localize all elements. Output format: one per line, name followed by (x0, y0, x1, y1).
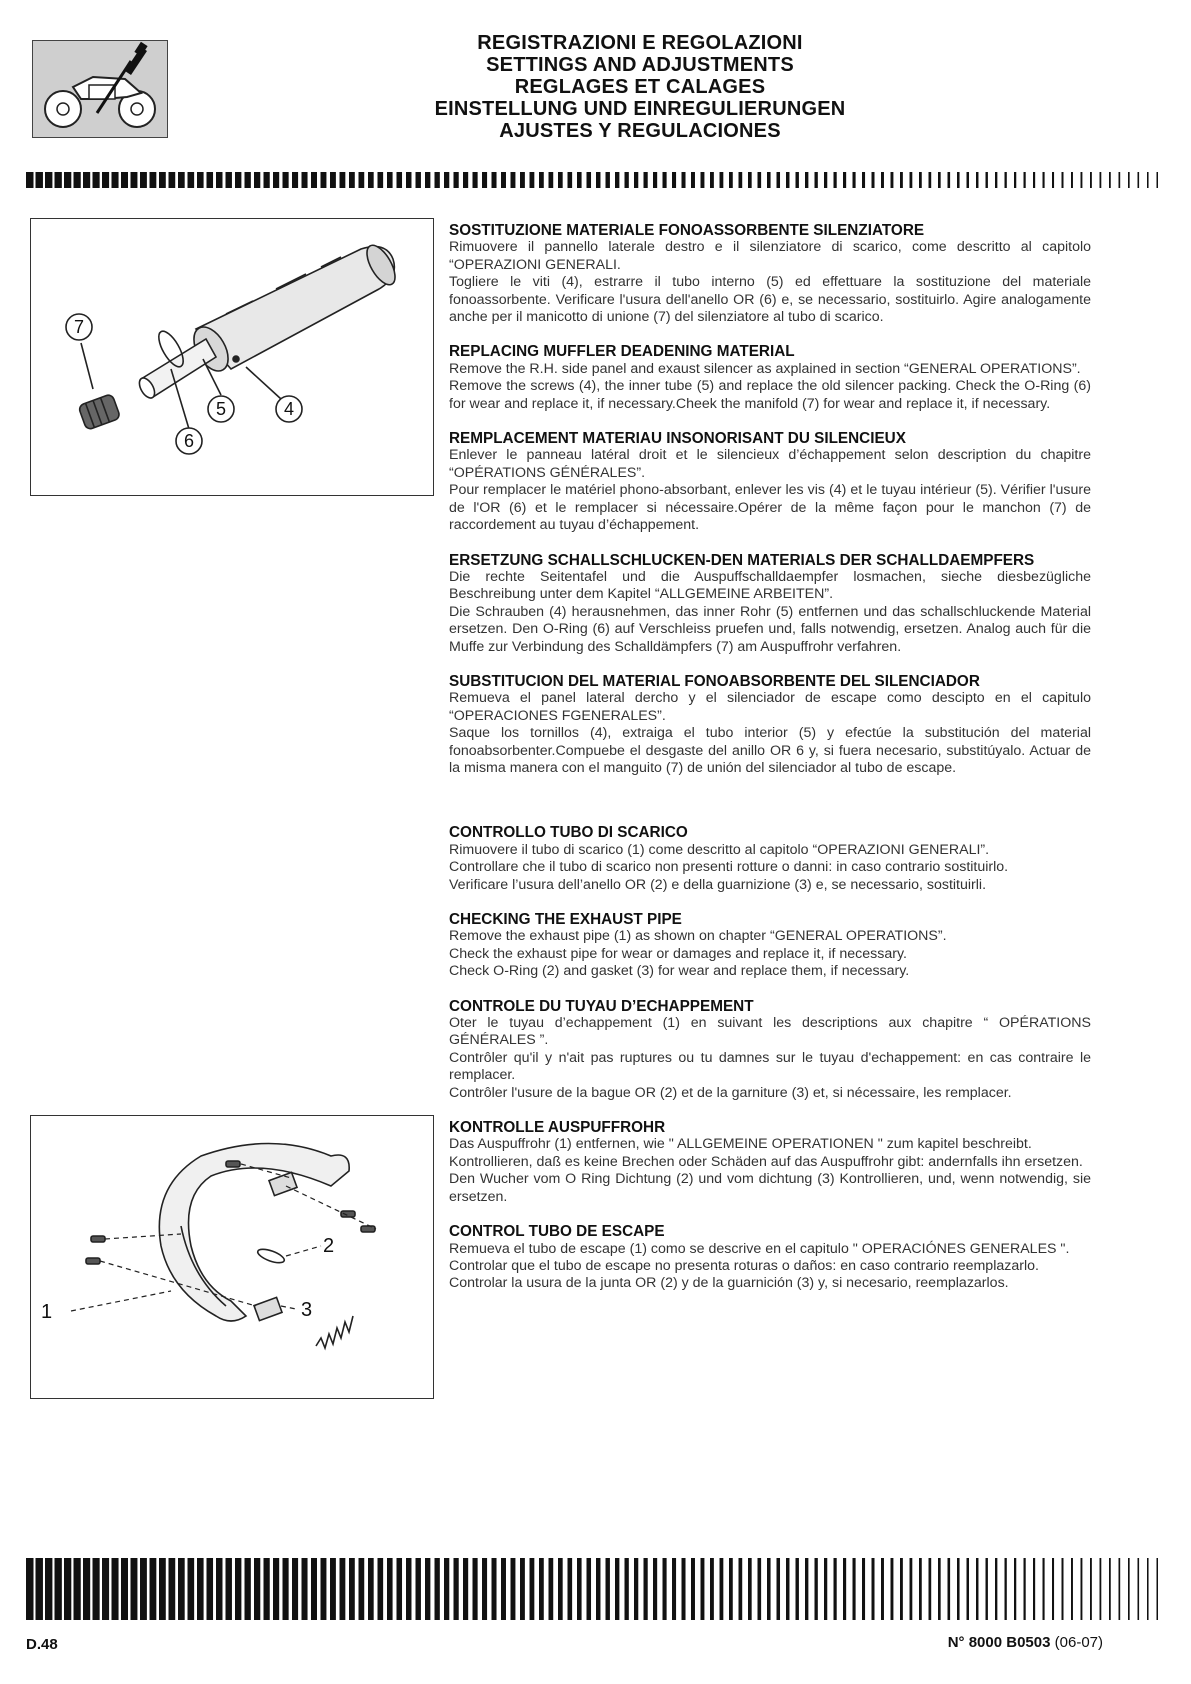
paragraph: Enlever le panneau latéral droit et le silencieux d’échappement selon description du chapitre “OPÉRATIONS GÉNÉRALES”. (449, 447, 1091, 481)
section-title: ERSETZUNG SCHALLSCHLUCKEN-DEN MATERIALS DER SCHALLDAEMPFERS (449, 551, 1035, 569)
document-number (948, 1634, 1103, 1651)
header-title-fr: REGLAGES ET CALAGES (514, 76, 766, 98)
paragraph: Saque los tornillos (4), extraiga el tubo interior (5) y efectúe la substitución del material fonoabsorbenter.Compuebe el desgaste del anillo OR 6 y, si fuera necesario, substitúyalo. Actuar de la misma manera con el manguito (7) de unión del silenciador al tubo de escape. (449, 725, 1091, 776)
paragraph: Check the exhaust pipe for wear or damages and replace it, if necessary. (449, 945, 907, 962)
page-number: D.48 (26, 1636, 58, 1653)
paragraph: Remove the exhaust pipe (1) as shown on chapter “GENERAL OPERATIONS”. (449, 928, 947, 945)
header-title-en: SETTINGS AND ADJUSTMENTS (486, 54, 794, 76)
paragraph: Controlar la usura de la junta OR (2) y de la guarnición (3) y, si necesario, reemplazarlos. (449, 1275, 1009, 1292)
paragraph: Rimuovere il tubo di scarico (1) come descritto al capitolo “OPERAZIONI GENERALI”. (449, 841, 990, 858)
section-it-muffler (449, 222, 1091, 326)
section-title: KONTROLLE AUSPUFFROHR (449, 1119, 666, 1137)
section-fr-muffler (449, 430, 1091, 534)
section-title: REPLACING MUFFLER DEADENING MATERIAL (449, 343, 795, 361)
paragraph: Controlar que el tubo de escape no presenta roturas o daños: en caso contrario reemplazarlo. (449, 1257, 1039, 1274)
fig1-label-5: 5 (215, 399, 227, 419)
header-title-de: EINSTELLUNG UND EINREGULIERUNGEN (434, 98, 846, 120)
section-title: CONTROLE DU TUYAU D’ECHAPPEMENT (449, 997, 754, 1015)
section-en-muffler (449, 343, 1091, 413)
paragraph: Remove the screws (4), the inner tube (5) and replace the old silencer packing. Check the O-Ring (6) for wear and replace it, if necessary.Cheek the manifold (7) for wear and replace it, if necessary. (449, 378, 1091, 412)
section-title: CHECKING THE EXHAUST PIPE (449, 911, 682, 928)
section-it-exhaust (449, 824, 1091, 894)
paragraph: Contrôler qu'il y n'ait pas ruptures ou tu damnes sur le tuyau d'echappement: en cas contraire le remplacer. (449, 1049, 1091, 1084)
exhaust-pipe-figure (30, 1115, 434, 1399)
section-es-muffler (449, 673, 1091, 777)
section-es-exhaust (449, 1223, 1091, 1293)
paragraph: Remueva el tubo de escape (1) como se descrive en el capitulo " OPERACIÓNES GENERALES ". (449, 1240, 1070, 1257)
header-title-es: AJUSTES Y REGULACIONES (499, 120, 781, 142)
section-de-muffler (449, 552, 1091, 656)
fig2-label-3: 3 (301, 1299, 313, 1321)
section-title: CONTROL TUBO DE ESCAPE (449, 1223, 665, 1241)
fig1-label-4: 4 (283, 399, 295, 419)
bottom-divider-bar (26, 1558, 1166, 1620)
paragraph: Die Schrauben (4) herausnehmen, das inner Rohr (5) entfernen und das schallschluckende Material ersetzen. Den O-Ring (6) auf Verschleiss pruefen und, falls notwendig, ersetzen. Analog auch für die Muffe zur Verbindung des Schalldämpfers (7) am Auspuffrohr verfahren. (449, 603, 1091, 655)
section-title: SOSTITUZIONE MATERIALE FONOASSORBENTE SILENZIATORE (449, 222, 925, 239)
fig1-label-6: 6 (183, 431, 195, 451)
section-title: REMPLACEMENT MATERIAU INSONORISANT DU SILENCIEUX (449, 430, 906, 448)
paragraph: Togliere le viti (4), estrarre il tubo interno (5) ed effettuare la sostituzione del materiale fonoassorbente. Verificare l'usura dell'anello OR (6) e, se necessario, sostituirlo. Agire analogamente anche per il manicotto di unione (7) del silenziatore al tubo di scarico. (449, 274, 1091, 326)
paragraph: Check O-Ring (2) and gasket (3) for wear and replace them, if necessary. (449, 963, 910, 980)
main-text (449, 222, 1091, 1310)
doc-number: N° 8000 B0503 (947, 1634, 1051, 1651)
paragraph: Den Wucher vom O Ring Dichtung (2) und vom dichtung (3) Kontrollieren, und, wenn notwendig, sie ersetzen. (449, 1171, 1091, 1205)
section-de-exhaust (449, 1119, 1091, 1206)
fig2-label-1: 1 (41, 1301, 53, 1323)
page-header (360, 32, 920, 142)
motorcycle-screwdriver-icon (33, 41, 167, 137)
top-divider-bar (26, 172, 1166, 188)
muffler-figure (30, 218, 434, 496)
paragraph: Remueva el panel lateral dercho y el silenciador de escape como descipto en el capitulo “OPERACIONES FGENERALES”. (449, 690, 1091, 724)
paragraph: Oter le tuyau d’echappement (1) en suivant les descriptions aux chapitre “ OPÉRATIONS GÉNÉRALES ”. (449, 1015, 1091, 1049)
paragraph: Pour remplacer le matériel phono-absorbant, enlever les vis (4) et le tuyau intérieur (5). Vérifier l'usure de l'OR (6) et le remplacer si nécessaire.Opérer de la même façon pour le manchon (7) de raccordement au tuyau d’échappement. (449, 482, 1091, 534)
paragraph: Das Auspuffrohr (1) entfernen, wie " ALLGEMEINE OPERATIONEN " zum kapitel beschreibt. (449, 1136, 1032, 1153)
paragraph: Remove the R.H. side panel and exaust silencer as axplained in section “GENERAL OPERATIONS”. (449, 360, 1081, 377)
paragraph: Die rechte Seitentafel und die Auspuffschalldaempfer losmachen, sieche diesbezügliche Beschreibung unter dem Kapitel “ALLGEMEINE ARBEITEN”. (449, 568, 1091, 603)
section-en-exhaust (449, 911, 1091, 981)
paragraph: Rimuovere il pannello laterale destro e il silenziatore di scarico, come descritto al capitolo “OPERAZIONI GENERALI. (449, 239, 1091, 273)
section-gap (449, 794, 1091, 824)
paragraph: Contrôler l'usure de la bague OR (2) et de la garniture (3) et, si nécessaire, les remplacer. (449, 1084, 1012, 1101)
paragraph: Kontrollieren, daß es keine Brechen oder Schäden auf das Auspuffrohr gibt: andernfalls ihn ersetzen. (449, 1153, 1083, 1170)
paragraph: Verificare l’usura dell’anello OR (2) e della guarnizione (3) e, se necessario, sostituirli. (449, 876, 987, 893)
section-title: SUBSTITUCION DEL MATERIAL FONOABSORBENTE DEL SILENCIADOR (449, 672, 980, 690)
section-logo (32, 40, 168, 138)
paragraph: Controllare che il tubo di scarico non presenti rotture o danni: in caso contrario sostituirlo. (449, 859, 1009, 876)
fig2-label-2: 2 (323, 1235, 335, 1257)
doc-date: (06-07) (1054, 1634, 1103, 1651)
section-fr-exhaust (449, 998, 1091, 1102)
section-title: CONTROLLO TUBO DI SCARICO (449, 824, 688, 842)
fig1-label-7: 7 (73, 317, 85, 337)
header-title-it: REGISTRAZIONI E REGOLAZIONI (477, 32, 803, 54)
